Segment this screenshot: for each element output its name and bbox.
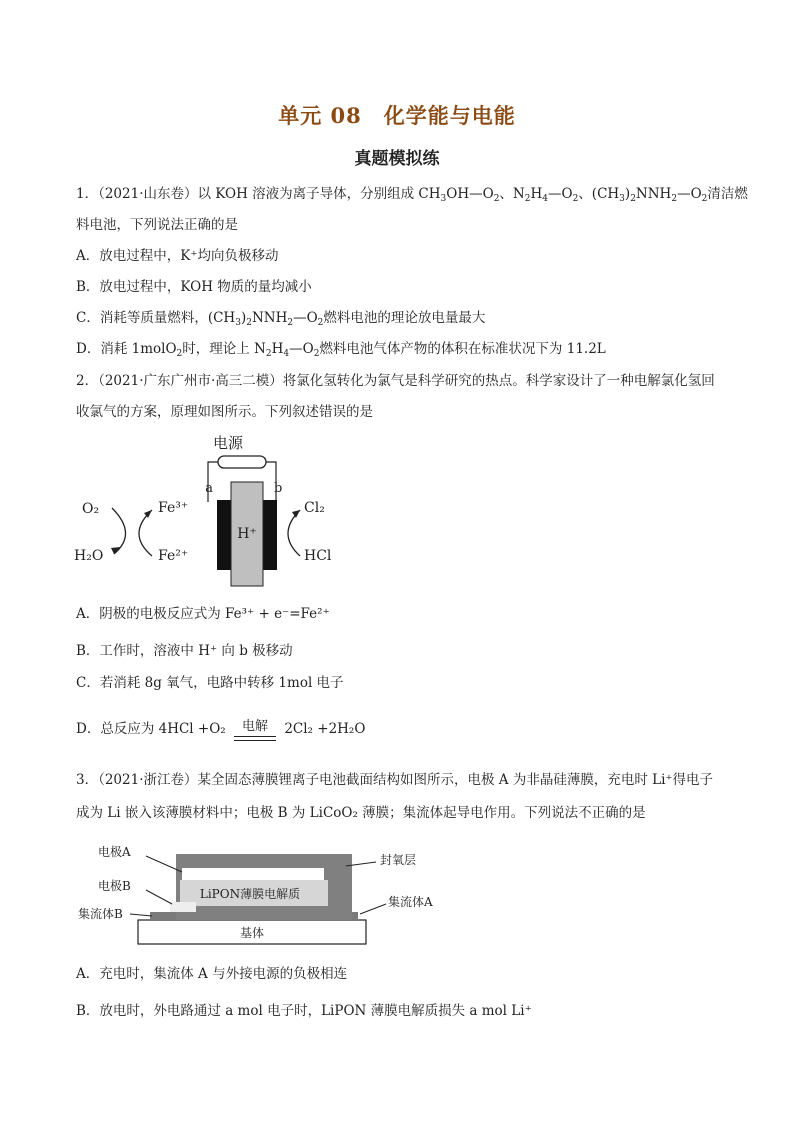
q2-electrolysis-diagram <box>60 430 380 600</box>
page-subtitle: 真题模拟练 <box>354 149 440 169</box>
cl2-label: Cl₂ <box>304 500 325 516</box>
q2-option-d: D．总反应为 4HCl +O₂ 电解 2Cl₂ +2H₂O <box>76 719 365 739</box>
q1-option-c: C．消耗等质量燃料，$(CH_3)_2NNH_2—O_2$燃料电池的理论放电量最大 <box>76 310 486 328</box>
right-curve <box>288 510 300 556</box>
page-title: 单元 08 化学能与电能 <box>278 103 516 128</box>
collector-a-label: 集流体A <box>388 895 433 909</box>
substrate-label: 基体 <box>239 926 265 940</box>
left-inner-curve <box>139 510 152 556</box>
fe3-label: Fe³⁺ <box>158 500 189 516</box>
electrode-a-label: 电极A <box>98 845 131 859</box>
electrolyte-label: LiPON薄膜电解质 <box>199 887 301 901</box>
electrode-a <box>217 500 231 570</box>
q3-stem-line2: 成为 Li 嵌入该薄膜材料中；电极 B 为 LiCoO₂ 薄膜；集流体起导电作用。下列说法不正确的是 <box>76 805 646 821</box>
power-source-symbol <box>218 456 266 468</box>
electrode-b <box>263 500 277 570</box>
q1-option-d: D．消耗 1molO$_2$时，理论上 $N_2H_4—O_2$燃料电池气体产物的体积在标准状况下为 11.2L <box>76 341 606 359</box>
hcl-label: HCl <box>304 548 332 564</box>
fe2-label: Fe²⁺ <box>158 548 189 564</box>
power-source-label: 电源 <box>212 434 244 452</box>
q2-option-a: A．阴极的电极反应式为 Fe³⁺ + e⁻=Fe²⁺ <box>76 606 330 622</box>
q1-stem-line2: 料电池，下列说法正确的是 <box>76 217 238 233</box>
q2-option-b: B．工作时，溶液中 H⁺ 向 b 极移动 <box>76 643 293 659</box>
q2-stem-line2: 收氯气的方案，原理如图所示。下列叙述错误的是 <box>76 404 373 420</box>
collector-b-label: 集流体B <box>78 907 123 921</box>
electrode-b-label: 电极B <box>98 879 131 893</box>
q2-stem-line1: 2．（2021·广东广州市·高三二模）将氯化氢转化为氯气是科学研究的热点。科学家设计了一种电解氯化氢回 <box>76 373 715 389</box>
membrane-ion-label: H⁺ <box>237 526 257 542</box>
q3-thin-film-battery-diagram <box>70 838 490 953</box>
q1-option-b: B．放电过程中，KOH 物质的量均减小 <box>76 279 312 295</box>
o2-label: O₂ <box>82 501 100 517</box>
q3-stem-line1: 3．（2021·浙江卷）某全固态薄膜锂离子电池截面结构如图所示，电极 A 为非晶硅薄膜，充电时 Li⁺得电子 <box>76 772 714 788</box>
q1-stem-line1: 1．（2021·山东卷）以 KOH 溶液为离子导体，分别组成 $CH_3OH—O_2$、$N_2H_4—O_2$、$(CH_3)_2NNH_2—O_2$清洁燃 <box>76 186 748 204</box>
electrode-b-label: b <box>274 481 283 496</box>
left-outer-curve <box>112 508 126 554</box>
electrode-a-layer <box>182 868 324 880</box>
q2-option-c: C．若消耗 8g 氧气，电路中转移 1mol 电子 <box>76 675 344 691</box>
oxygen-layer-label: 封氧层 <box>380 853 417 867</box>
h2o-label: H₂O <box>74 548 104 564</box>
q1-option-a: A．放电过程中，K⁺均向负极移动 <box>76 248 279 264</box>
electrode-a-label: a <box>205 481 213 496</box>
electrode-b-layer <box>170 902 196 912</box>
q3-option-a: A．充电时，集流体 A 与外接电源的负极相连 <box>76 966 348 982</box>
q3-option-b: B．放电时，外电路通过 a mol 电子时，LiPON 薄膜电解质损失 a mol Li⁺ <box>76 1003 532 1019</box>
